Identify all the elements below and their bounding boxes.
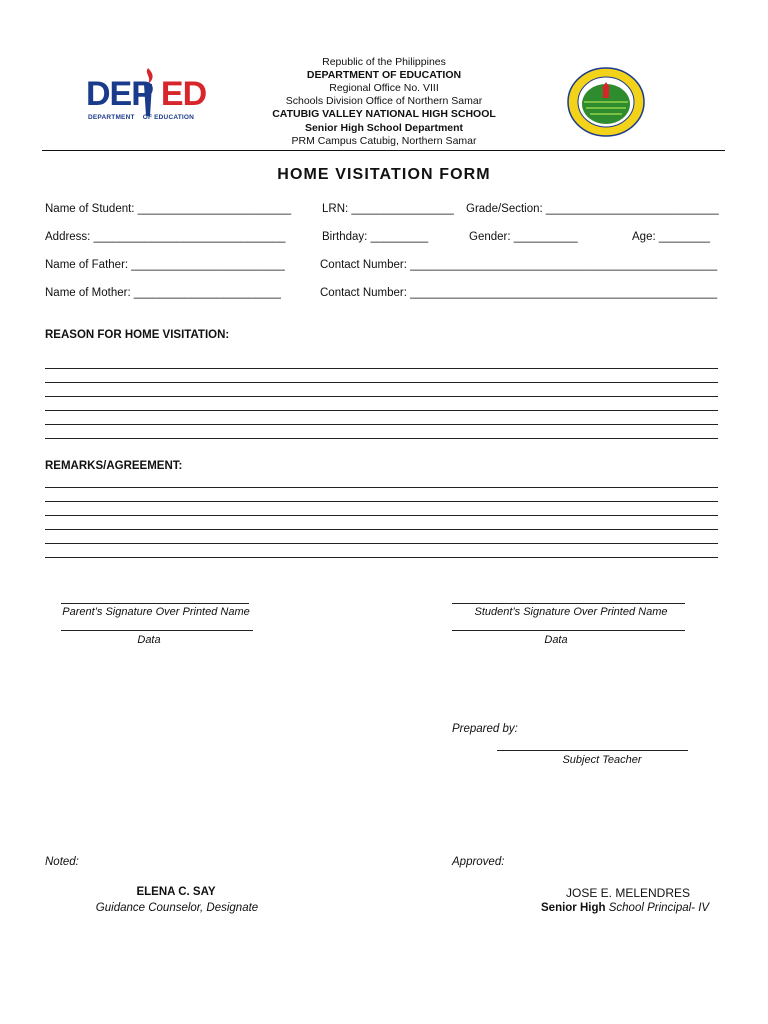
reason-line[interactable] <box>45 368 718 369</box>
reason-line[interactable] <box>45 438 718 439</box>
counselor-name: ELENA C. SAY <box>136 886 216 898</box>
mother-name-field[interactable]: Name of Mother: _______________________ <box>45 287 281 299</box>
deped-logo-sub-right: OF EDUCATION <box>142 114 195 121</box>
form-title: HOME VISITATION FORM <box>277 166 491 183</box>
deped-logo-sub-left: DEPARTMENT <box>88 114 135 121</box>
remarks-line[interactable] <box>45 543 718 544</box>
reason-label: REASON FOR HOME VISITATION: <box>45 329 230 341</box>
student-name-field[interactable]: Name of Student: ________________________ <box>45 203 292 215</box>
reason-line[interactable] <box>45 396 718 397</box>
prepared-by-label: Prepared by: <box>452 723 518 735</box>
deped-logo-dep: DEP <box>86 75 153 113</box>
subject-teacher-line[interactable] <box>497 750 688 751</box>
age-field[interactable]: Age: ________ <box>632 231 711 243</box>
reason-line[interactable] <box>45 410 718 411</box>
father-name-field[interactable]: Name of Father: ________________________ <box>45 259 285 271</box>
header-republic: Republic of the Philippines <box>322 56 446 68</box>
birthday-field[interactable]: Birthday: _________ <box>322 231 429 243</box>
subject-teacher-caption: Subject Teacher <box>562 754 642 766</box>
parent-signature-caption: Parent’s Signature Over Printed Name <box>62 606 250 618</box>
remarks-label: REMARKS/AGREEMENT: <box>45 460 183 472</box>
father-contact-field[interactable]: Contact Number: ________________________________________________ <box>320 259 718 271</box>
principal-title <box>541 902 709 914</box>
parent-signature-line[interactable] <box>61 603 249 604</box>
header-shs-dept: Senior High School Department <box>304 122 464 134</box>
mother-contact-field[interactable]: Contact Number: ________________________________________________ <box>320 287 718 299</box>
header-school: CATUBIG VALLEY NATIONAL HIGH SCHOOL <box>272 108 496 120</box>
counselor-title: Guidance Counselor, Designate <box>95 902 259 914</box>
header-department: DEPARTMENT OF EDUCATION <box>306 69 462 81</box>
principal-title-bold: Senior High <box>541 902 606 914</box>
parent-date-line[interactable] <box>61 630 253 631</box>
reason-line[interactable] <box>45 424 718 425</box>
header-campus: PRM Campus Catubig, Northern Samar <box>291 135 477 147</box>
address-field[interactable]: Address: ______________________________ <box>45 231 286 243</box>
remarks-line[interactable] <box>45 557 718 558</box>
principal-name: JOSE E. MELENDRES <box>565 886 691 900</box>
header-region: Regional Office No. VIII <box>329 82 439 94</box>
student-signature-caption: Student’s Signature Over Printed Name <box>474 606 668 618</box>
parent-date-caption: Data <box>137 634 161 646</box>
student-signature-line[interactable] <box>452 603 685 604</box>
remarks-line[interactable] <box>45 501 718 502</box>
noted-label: Noted: <box>45 856 79 868</box>
grade-section-field[interactable]: Grade/Section: ___________________________ <box>466 203 719 215</box>
student-date-line[interactable] <box>452 630 685 631</box>
header-division: Schools Division Office of Northern Samar <box>285 95 483 107</box>
lrn-field[interactable]: LRN: ________________ <box>322 203 454 215</box>
approved-label: Approved: <box>452 856 505 868</box>
reason-line[interactable] <box>45 382 718 383</box>
gender-field[interactable]: Gender: __________ <box>469 231 578 243</box>
header-divider <box>42 150 725 151</box>
remarks-line[interactable] <box>45 487 718 488</box>
deped-logo-ed: ED <box>160 75 207 113</box>
student-date-caption: Data <box>544 634 568 646</box>
principal-title-italic: School Principal- IV <box>605 902 710 914</box>
remarks-line[interactable] <box>45 529 718 530</box>
remarks-line[interactable] <box>45 515 718 516</box>
